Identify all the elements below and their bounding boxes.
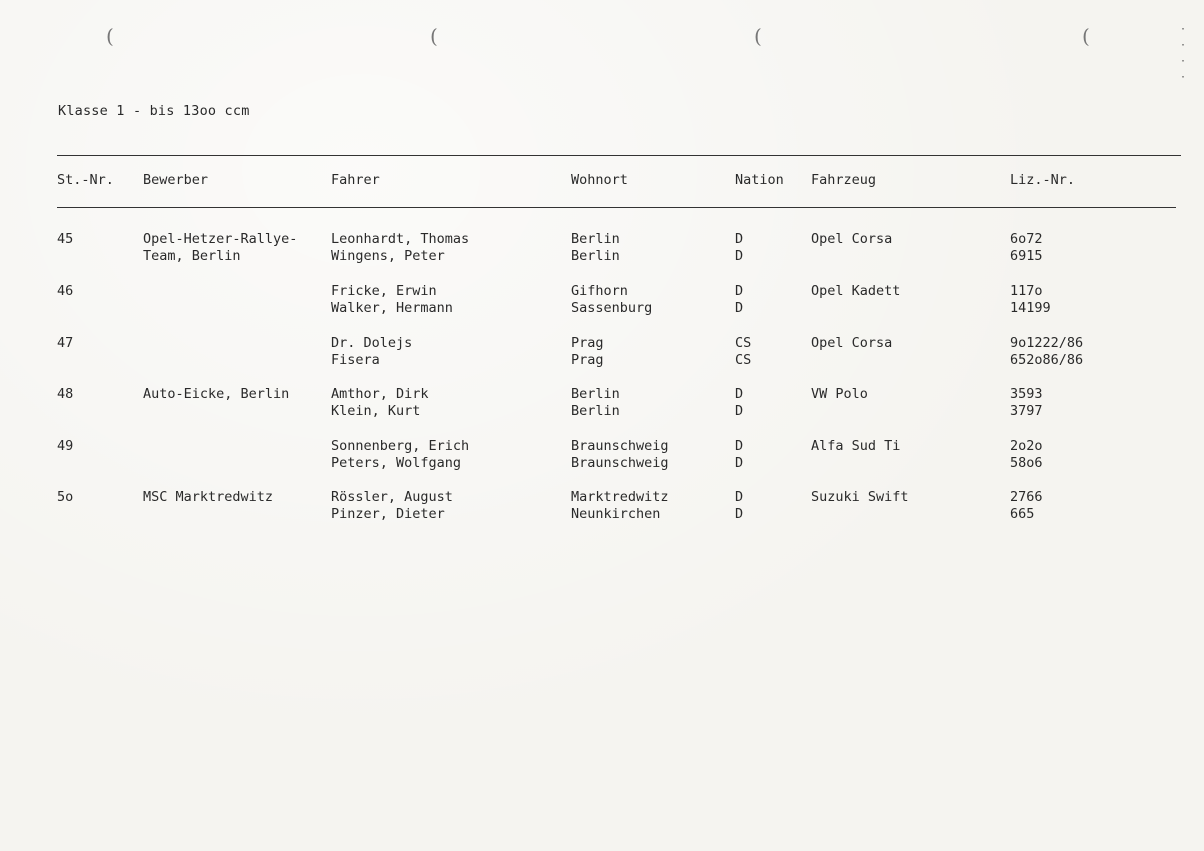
cell-fahrzeug: Opel Corsa: [811, 231, 893, 247]
class-title: Klasse 1 - bis 13oo ccm: [58, 103, 250, 119]
cell-fahrer: Leonhardt, Thomas: [331, 231, 470, 247]
header-liznr: Liz.-Nr.: [1010, 172, 1076, 188]
cell-fahrer: Peters, Wolfgang: [331, 455, 462, 471]
cell-bewerber: Auto-Eicke, Berlin: [143, 386, 290, 402]
cell-wohnort: Berlin: [571, 386, 620, 402]
cell-wohnort: Marktredwitz: [571, 489, 669, 505]
cell-bewerber: Opel-Hetzer-Rallye-: [143, 231, 298, 247]
cell-wohnort: Prag: [571, 335, 604, 351]
cell-liznr: 117o: [1010, 283, 1043, 299]
cell-fahrer: Wingens, Peter: [331, 248, 445, 264]
cell-fahrzeug: Alfa Sud Ti: [811, 438, 901, 454]
cell-liznr: 6o72: [1010, 231, 1043, 247]
cell-fahrer: Pinzer, Dieter: [331, 506, 445, 522]
cell-nation: D: [735, 386, 744, 402]
cell-fahrer: Fricke, Erwin: [331, 283, 437, 299]
cell-fahrer: Walker, Hermann: [331, 300, 453, 316]
cell-nation: D: [735, 506, 744, 522]
cell-wohnort: Gifhorn: [571, 283, 628, 299]
cell-stnr: 49: [57, 438, 74, 454]
cell-fahrer: Klein, Kurt: [331, 403, 421, 419]
header-bewerber: Bewerber: [143, 172, 209, 188]
punch-hole-mark: (: [1082, 24, 1090, 48]
cell-wohnort: Sassenburg: [571, 300, 653, 316]
cell-wohnort: Braunschweig: [571, 455, 669, 471]
cell-fahrer: Dr. Dolejs: [331, 335, 413, 351]
cell-nation: CS: [735, 352, 752, 368]
punch-hole-mark: (: [106, 24, 114, 48]
cell-liznr: 652o86/86: [1010, 352, 1084, 368]
header-nation: Nation: [735, 172, 784, 188]
header-fahrzeug: Fahrzeug: [811, 172, 877, 188]
cell-wohnort: Braunschweig: [571, 438, 669, 454]
cell-fahrzeug: Opel Corsa: [811, 335, 893, 351]
cell-nation: D: [735, 300, 744, 316]
cell-nation: D: [735, 455, 744, 471]
cell-nation: CS: [735, 335, 752, 351]
cell-bewerber: MSC Marktredwitz: [143, 489, 274, 505]
header-top-rule: [57, 155, 1181, 156]
cell-stnr: 46: [57, 283, 74, 299]
cell-stnr: 5o: [57, 489, 74, 505]
cell-bewerber-line2: Team, Berlin: [143, 248, 241, 264]
cell-fahrer: Fisera: [331, 352, 380, 368]
punch-hole-mark: (: [754, 24, 762, 48]
cell-fahrer: Rössler, August: [331, 489, 453, 505]
cell-liznr: 9o1222/86: [1010, 335, 1084, 351]
cell-nation: D: [735, 283, 744, 299]
cell-fahrer: Amthor, Dirk: [331, 386, 429, 402]
punch-hole-mark: (: [430, 24, 438, 48]
cell-liznr: 665: [1010, 506, 1035, 522]
cell-liznr: 3797: [1010, 403, 1043, 419]
cell-liznr: 2o2o: [1010, 438, 1043, 454]
cell-nation: D: [735, 403, 744, 419]
cell-liznr: 58o6: [1010, 455, 1043, 471]
cell-fahrzeug: Opel Kadett: [811, 283, 901, 299]
cell-liznr: 2766: [1010, 489, 1043, 505]
cell-fahrzeug: Suzuki Swift: [811, 489, 909, 505]
header-stnr: St.-Nr.: [57, 172, 114, 188]
cell-stnr: 45: [57, 231, 74, 247]
cell-wohnort: Prag: [571, 352, 604, 368]
cell-stnr: 47: [57, 335, 74, 351]
cell-wohnort: Neunkirchen: [571, 506, 661, 522]
cell-nation: D: [735, 489, 744, 505]
edge-perforation: · · · ·: [1179, 24, 1186, 83]
cell-nation: D: [735, 248, 744, 264]
header-bottom-rule: [57, 207, 1176, 208]
cell-liznr: 14199: [1010, 300, 1051, 316]
cell-fahrzeug: VW Polo: [811, 386, 868, 402]
cell-fahrer: Sonnenberg, Erich: [331, 438, 470, 454]
cell-liznr: 3593: [1010, 386, 1043, 402]
header-fahrer: Fahrer: [331, 172, 380, 188]
cell-wohnort: Berlin: [571, 248, 620, 264]
cell-nation: D: [735, 231, 744, 247]
cell-wohnort: Berlin: [571, 231, 620, 247]
header-wohnort: Wohnort: [571, 172, 628, 188]
cell-liznr: 6915: [1010, 248, 1043, 264]
cell-stnr: 48: [57, 386, 74, 402]
cell-wohnort: Berlin: [571, 403, 620, 419]
cell-nation: D: [735, 438, 744, 454]
